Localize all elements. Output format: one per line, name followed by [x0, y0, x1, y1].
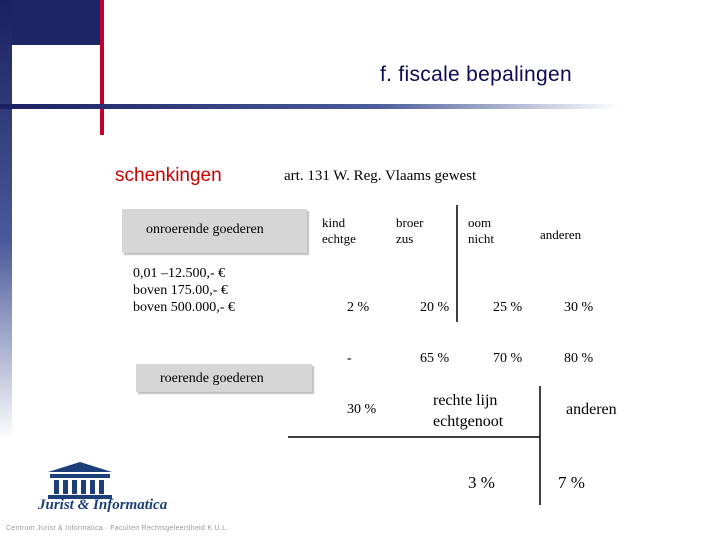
bracket-list: [133, 265, 235, 316]
bracket-1: 0,01 –12.500,- €: [133, 266, 226, 281]
col-header-oom-line2: nicht: [468, 231, 494, 246]
col-header-broer-line1: broer: [396, 215, 424, 230]
roerend-rate-rechte-lijn: 3 %: [468, 473, 495, 492]
rate-broer-1: 20 %: [420, 300, 450, 315]
rate-oom-1: 25 %: [493, 300, 523, 315]
footer-text: Centrum Jurist & Informatica · Faculteit Rechtsgeleerdheid K.U.L.: [6, 525, 229, 532]
col-header-kind: [322, 215, 356, 247]
rate-kind-3: 30 %: [347, 402, 377, 417]
title-underline: [0, 104, 620, 109]
rate-anderen-1: 30 %: [564, 300, 594, 315]
roerend-header-rechte-lijn: [433, 390, 503, 432]
col-header-anderen: anderen: [540, 227, 582, 242]
col-header-broer-line2: zus: [396, 231, 414, 246]
onroerend-label-box: [122, 209, 307, 253]
roerend-rate-anderen: 7 %: [558, 473, 585, 492]
logo-temple-icon: [48, 462, 112, 499]
corner-block: [0, 0, 100, 45]
rate-anderen-2: 80 %: [564, 351, 594, 366]
col-header-oom: [468, 215, 494, 247]
accent-line-vertical: [100, 0, 104, 135]
roerend-header-line1: rechte lijn: [433, 392, 498, 409]
col-header-kind-line1: kind: [322, 215, 346, 230]
onroerend-label: onroerende goederen: [146, 222, 264, 237]
sidebar-bar: [0, 0, 12, 440]
col-header-broer: [396, 215, 423, 247]
col-header-kind-line2: echtge: [322, 231, 356, 246]
article-reference: art. 131 W. Reg. Vlaams gewest: [284, 168, 477, 184]
rates-anderen: [564, 265, 593, 384]
bracket-2: boven 175.00,- €: [133, 283, 228, 298]
roerend-header-line2: echtgenoot: [433, 413, 504, 430]
roerend-label-box: [136, 364, 312, 392]
bracket-3: boven 500.000,- €: [133, 300, 235, 315]
section-heading-schenkingen: schenkingen: [115, 165, 222, 186]
roerend-label: roerende goederen: [160, 371, 264, 386]
slide-title: f. fiscale bepalingen: [380, 63, 572, 86]
rate-kind-2: -: [347, 351, 352, 366]
logo-text: Jurist & Informatica: [38, 497, 168, 513]
rates-kind: [347, 265, 376, 435]
roerend-header-anderen: anderen: [566, 401, 617, 418]
rate-kind-1: 2 %: [347, 300, 370, 315]
rates-broer: [420, 265, 449, 384]
rate-broer-2: 65 %: [420, 351, 450, 366]
rates-oom: [493, 265, 522, 384]
col-header-oom-line1: oom: [468, 215, 492, 230]
rate-oom-2: 70 %: [493, 351, 523, 366]
